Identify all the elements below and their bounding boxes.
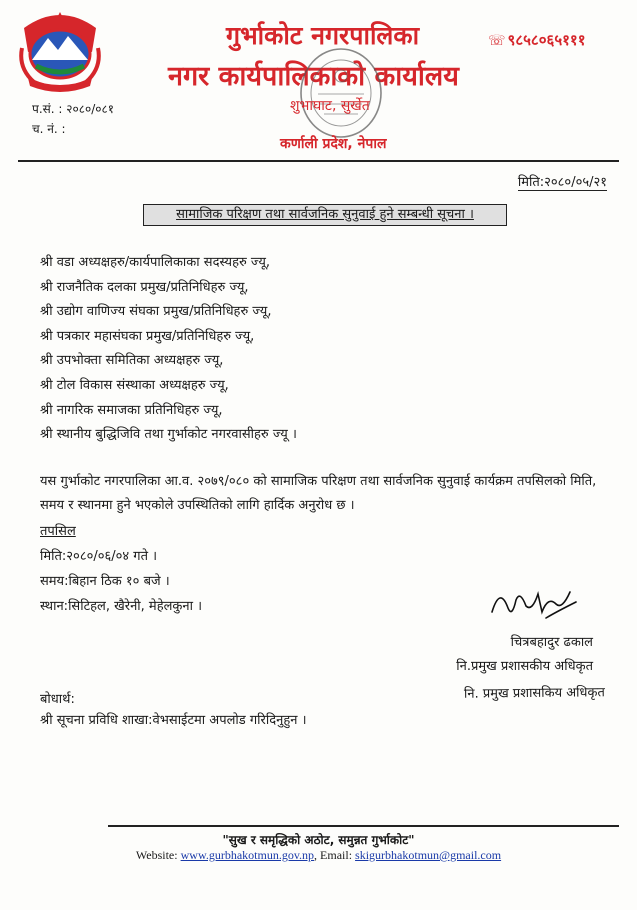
website-link[interactable]: www.gurbhakotmun.gov.np — [180, 848, 315, 862]
recipient-item: श्री उद्योग वाणिज्य संघका प्रमुख/प्रतिनिधिहरु ज्यू, — [40, 304, 272, 320]
signatory-title: नि.प्रमुख प्रशासकीय अधिकृत — [456, 659, 593, 674]
phone-number — [488, 30, 586, 50]
phone-value: ९८५८०६५१११ — [507, 31, 586, 49]
letter-date: मिति:२०८०/०५/२१ — [518, 172, 607, 191]
cc-label: बोधार्थ: — [40, 692, 75, 707]
cc-item: श्री सूचना प्रविधि शाखा:वेभसाईटमा अपलोड गरिदिनुहुन । — [40, 713, 307, 728]
recipient-item: श्री टोल विकास संस्थाका अध्यक्षहरु ज्यू, — [40, 377, 229, 393]
website-label: Website: — [135, 848, 181, 862]
designation-stamp: नि. प्रमुख प्रशासकिय अधिकृत — [464, 685, 606, 702]
recipient-item: श्री पत्रकार महासंघका प्रमुख/प्रतिनिधिहरु ज्यू, — [40, 328, 255, 344]
event-time: समय:बिहान ठिक १० बजे । — [40, 574, 170, 589]
recipient-item: श्री स्थानीय बुद्धिजिवि तथा गुर्भाकोट नगरवासीहरु ज्यू । — [40, 427, 297, 443]
recipient-list — [40, 252, 297, 449]
office-title: गुर्भाकोट नगरपालिका — [226, 21, 420, 50]
event-date: मिति:२०८०/०६/०४ गते । — [40, 549, 158, 564]
letter-body: यस गुर्भाकोट नगरपालिका आ.व. २०७९/०८० को सामाजिक परिक्षण तथा सार्वजनिक सुनुवाई कार्यक्रम तपसिलको मिति, समय र स्थानमा हुने भएकोले उपस्थितिको लागि हार्दिक अनुरोध छ । — [40, 474, 597, 513]
nepal-emblem-icon — [14, 8, 106, 94]
footer-divider — [108, 825, 619, 827]
email-label: , Email: — [314, 848, 356, 862]
subject-line: सामाजिक परिक्षण तथा सार्वजनिक सुनुवाई हुने सम्बन्धी सूचना । — [143, 204, 507, 226]
recipient-item: श्री नागरिक समाजका प्रतिनिधिहरु ज्यू, — [40, 402, 223, 418]
event-place: स्थान:सिटिहल, खैरेनी, मेहेलकुना । — [40, 599, 203, 614]
province-line: कर्णाली प्रदेश, नेपाल — [280, 136, 387, 152]
recipient-item: श्री वडा अध्यक्षहरु/कार्यपालिकाका सदस्यहरु ज्यू, — [40, 255, 270, 270]
signatory-name: चित्रबहादुर ढकाल — [510, 635, 593, 650]
phone-icon: ☏ — [488, 33, 506, 49]
email-link[interactable]: skigurbhakotmun@gmail.com — [355, 848, 502, 862]
office-location: शुभाघाट, सुर्खेत — [290, 98, 370, 114]
patra-sankhya: प.सं. : २०८०/०८१ — [32, 102, 114, 116]
tapsil-heading: तपसिल — [40, 524, 76, 539]
footer-slogan: "सुख र समृद्धिको अठोट, समुन्नत गुर्भाकोट" — [222, 833, 415, 847]
header-divider — [18, 160, 619, 162]
recipient-item: श्री राजनैतिक दलका प्रमुख/प्रतिनिधिहरु ज्यू, — [40, 279, 249, 295]
chalani-number: च. नं. : — [32, 122, 66, 136]
footer-contact — [0, 848, 637, 863]
signature-icon — [486, 582, 582, 624]
office-subtitle: नगर कार्यपालिकाको कार्यालय — [168, 61, 459, 92]
office-stamp-icon — [296, 44, 386, 142]
recipient-item: श्री उपभोक्ता समितिका अध्यक्षहरु ज्यू, — [40, 353, 224, 369]
